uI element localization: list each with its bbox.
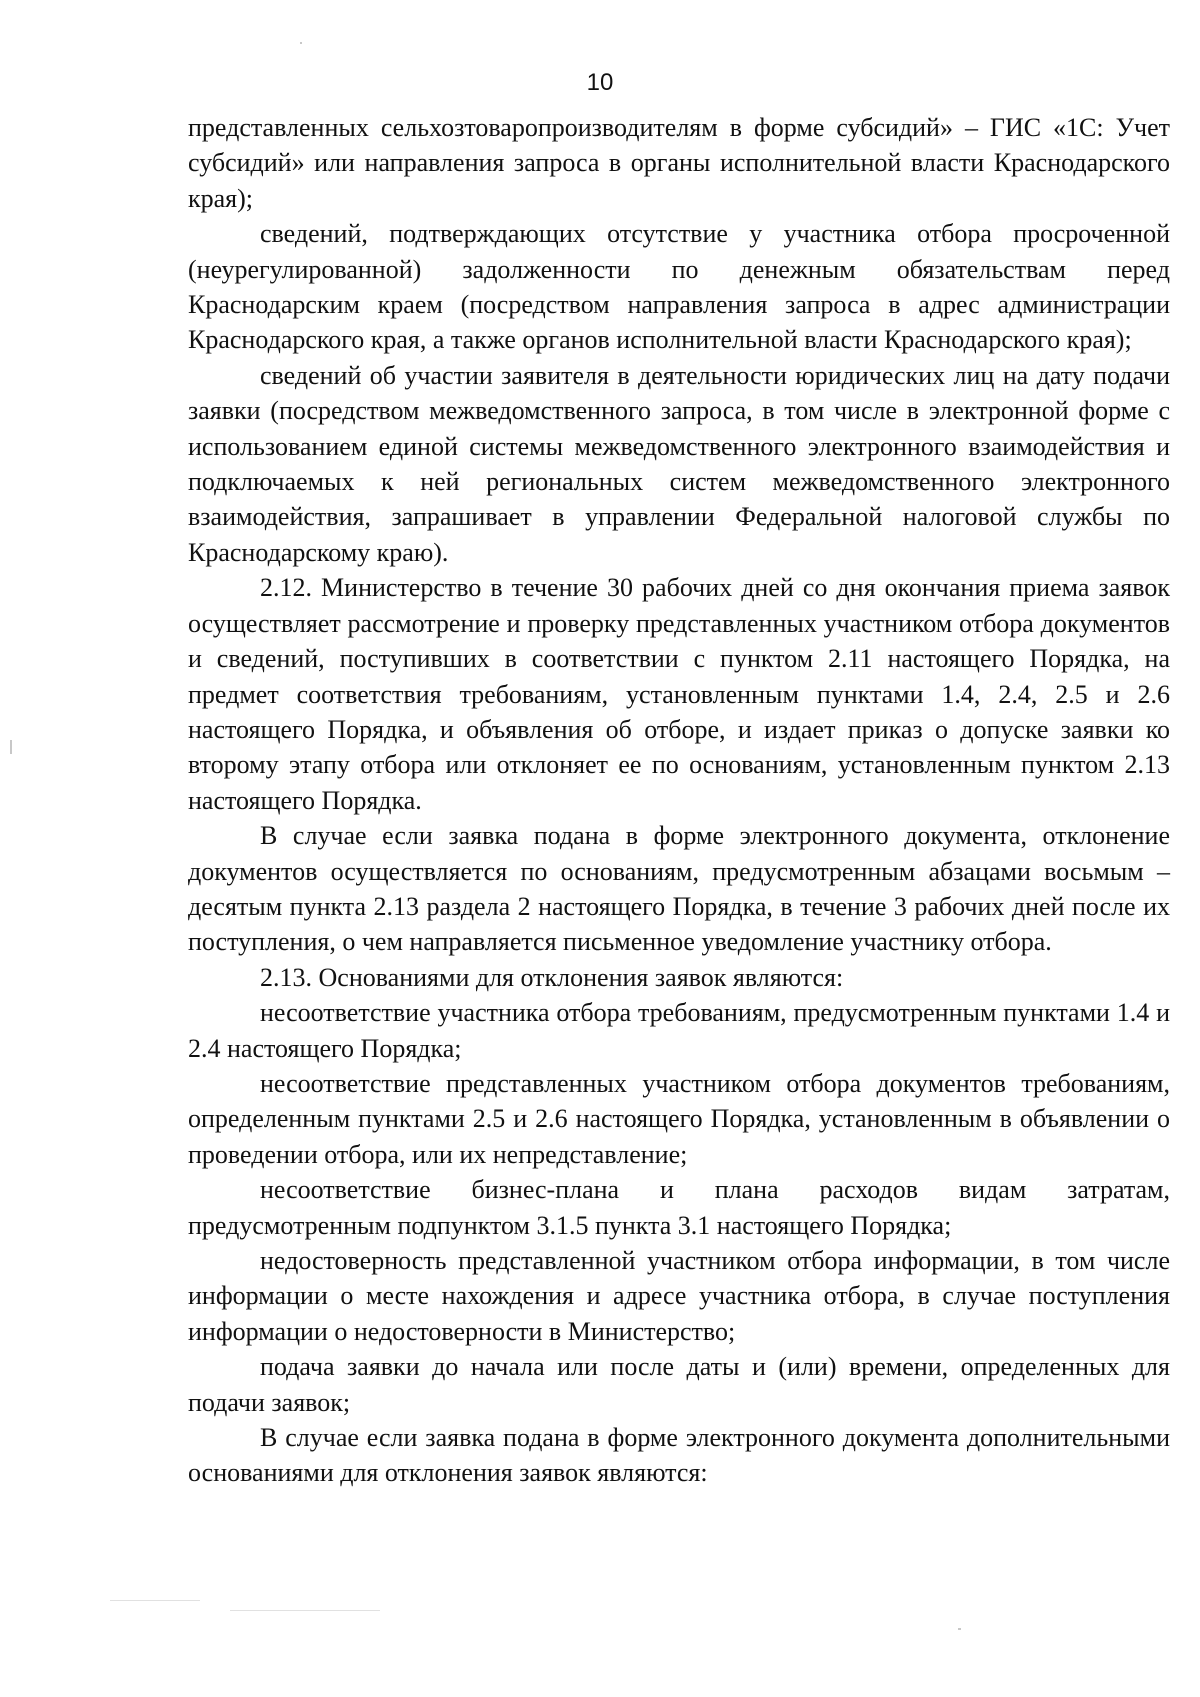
- page-number: 10: [586, 69, 614, 96]
- scan-artifact: [300, 42, 302, 44]
- paragraph-continuation: представленных сельхозтоваропроизводителям в форме субсидий» – ГИС «1С: Учет субсидий» или направления запроса в органы исполнительной власти Краснодарского края);: [188, 113, 1170, 213]
- paragraph-additional-grounds: В случае если заявка подана в форме электронного документа дополнительными основаниями для отклонения заявок являются:: [188, 1423, 1170, 1488]
- paragraph-debt-info: сведений, подтверждающих отсутствие у участника отбора просроченной (неурегулированной) задолженности по денежным обязательствам перед Краснодарским краем (посредством направления запроса в адрес администрации Краснодарского края, а также органов исполнительной власти Краснодарского края);: [188, 219, 1170, 355]
- scan-artifact: [10, 740, 12, 754]
- list-item-late-submission: подача заявки до начала или после даты и (или) времени, определенных для подачи заявок;: [188, 1352, 1170, 1417]
- list-item-participant-mismatch: несоответствие участника отбора требованиям, предусмотренным пунктами 1.4 и 2.4 настоящего Порядка;: [188, 998, 1170, 1063]
- paragraph-legal-entities-info: сведений об участии заявителя в деятельности юридических лиц на дату подачи заявки (посредством межведомственного запроса, в том числе в электронной форме с использованием единой системы межведомственного электронного взаимодействия и подключаемых к ней региональных систем межведомственного электронного взаимодействия, запрашивает в управлении Федеральной налоговой службы по Краснодарскому краю).: [188, 360, 1170, 567]
- scan-artifact: [110, 1600, 200, 1601]
- scan-artifact: [958, 1628, 961, 1630]
- paragraph-electronic-rejection: В случае если заявка подана в форме электронного документа, отклонение документов осуществляется по основаниям, предусмотренным абзацами восьмым – десятым пункта 2.13 раздела 2 настоящего Порядка, в течение 3 рабочих дней после их поступления, о чем направляется письменное уведомление участнику отбора.: [188, 821, 1170, 957]
- document-body: [188, 110, 1170, 1491]
- list-item-unreliable-information: недостоверность представленной участником отбора информации, в том числе информации о месте нахождения и адресе участника отбора, в случае поступления информации о недостоверности в Министерство;: [188, 1246, 1170, 1346]
- list-item-documents-mismatch: несоответствие представленных участником отбора документов требованиям, определенным пунктами 2.5 и 2.6 настоящего Порядка, установленным в объявлении о проведении отбора, или их непредставление;: [188, 1068, 1170, 1169]
- scan-artifact: [230, 1610, 380, 1611]
- list-item-business-plan-mismatch: несоответствие бизнес-плана и плана расходов видам затратам, предусмотренным подпунктом 3.1.5 пункта 3.1 настоящего Порядка;: [188, 1175, 1170, 1240]
- paragraph-2-12: 2.12. Министерство в течение 30 рабочих дней со дня окончания приема заявок осуществляет рассмотрение и проверку представленных участником отбора документов и сведений, поступивших в соответствии с пунктом 2.11 настоящего Порядка, на предмет соответствия требованиям, установленным пунктами 1.4, 2.4, 2.5 и 2.6 настоящего Порядка, и объявления об отборе, и издает приказ о допуске заявки ко второму этапу отбора или отклоняет ее по основаниям, установленным пунктом 2.13 настоящего Порядка.: [188, 573, 1170, 815]
- paragraph-2-13-heading: 2.13. Основаниями для отклонения заявок являются:: [260, 962, 844, 992]
